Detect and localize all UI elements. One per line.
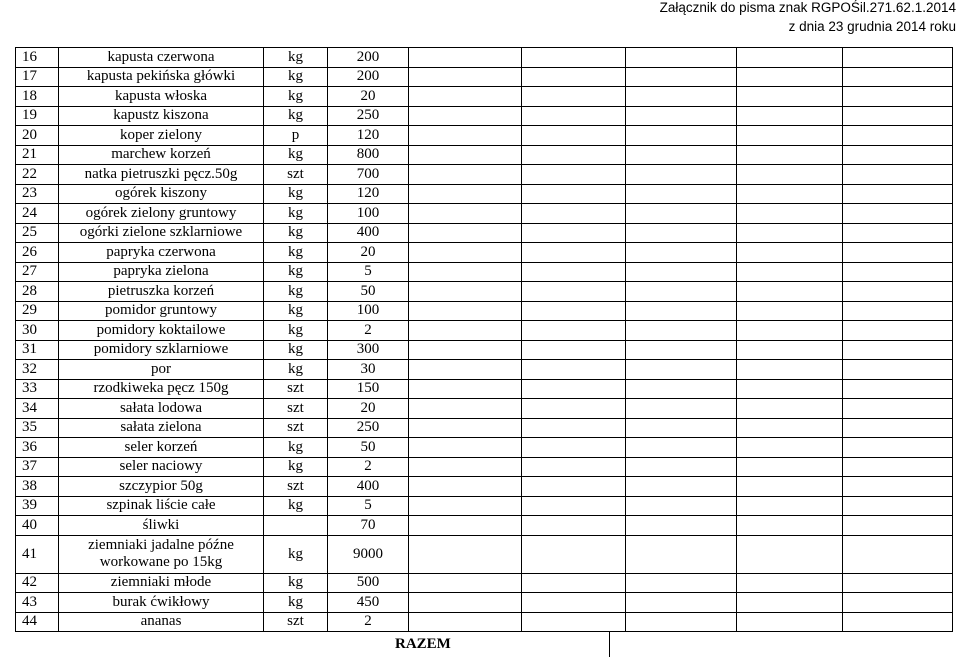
table-row	[16, 282, 953, 302]
unit-cell: kg	[264, 496, 328, 516]
unit-cell: kg	[264, 87, 328, 107]
empty-cell	[843, 379, 953, 399]
product-name: szpinak liście całe	[59, 496, 264, 516]
unit-cell: kg	[264, 301, 328, 321]
unit-cell: kg	[264, 282, 328, 302]
row-number: 35	[16, 418, 59, 438]
empty-cell	[737, 321, 843, 341]
empty-cell	[843, 48, 953, 68]
table-row	[16, 612, 953, 632]
empty-cell	[626, 360, 737, 380]
empty-cell	[737, 612, 843, 632]
empty-cell	[626, 496, 737, 516]
unit-cell: kg	[264, 184, 328, 204]
document-date: z dnia 23 grudnia 2014 roku	[788, 19, 956, 34]
empty-cell	[737, 535, 843, 573]
empty-cell	[843, 418, 953, 438]
row-number: 31	[16, 340, 59, 360]
row-number: 39	[16, 496, 59, 516]
empty-cell	[737, 360, 843, 380]
product-name: ananas	[59, 612, 264, 632]
empty-cell	[737, 593, 843, 613]
empty-cell	[737, 184, 843, 204]
total-cell-1	[505, 631, 610, 657]
empty-cell	[409, 262, 522, 282]
quantity-cell: 5	[328, 496, 409, 516]
empty-cell	[737, 243, 843, 263]
empty-cell	[737, 496, 843, 516]
product-name: pomidor gruntowy	[59, 301, 264, 321]
unit-cell: kg	[264, 457, 328, 477]
table-row	[16, 496, 953, 516]
table-row	[16, 535, 953, 573]
product-name: ogórek kiszony	[59, 184, 264, 204]
empty-cell	[409, 438, 522, 458]
empty-cell	[626, 399, 737, 419]
row-number: 27	[16, 262, 59, 282]
empty-cell	[843, 593, 953, 613]
table-row	[16, 106, 953, 126]
empty-cell	[626, 48, 737, 68]
empty-cell	[522, 165, 626, 185]
table-row	[16, 204, 953, 224]
empty-cell	[409, 67, 522, 87]
empty-cell	[522, 438, 626, 458]
product-name: szczypior 50g	[59, 477, 264, 497]
empty-cell	[409, 535, 522, 573]
empty-cell	[843, 87, 953, 107]
empty-cell	[737, 516, 843, 536]
empty-cell	[522, 243, 626, 263]
empty-cell	[843, 535, 953, 573]
unit-cell: szt	[264, 612, 328, 632]
empty-cell	[737, 204, 843, 224]
empty-cell	[522, 477, 626, 497]
empty-cell	[626, 516, 737, 536]
empty-cell	[626, 477, 737, 497]
empty-cell	[522, 496, 626, 516]
unit-cell: szt	[264, 477, 328, 497]
empty-cell	[626, 301, 737, 321]
empty-cell	[737, 48, 843, 68]
total-label: RAZEM	[395, 636, 451, 652]
empty-cell	[843, 477, 953, 497]
empty-cell	[522, 516, 626, 536]
product-name: sałata zielona	[59, 418, 264, 438]
empty-cell	[409, 457, 522, 477]
unit-cell: kg	[264, 67, 328, 87]
empty-cell	[409, 243, 522, 263]
table-row	[16, 418, 953, 438]
unit-cell: kg	[264, 204, 328, 224]
empty-cell	[626, 573, 737, 593]
table-row	[16, 593, 953, 613]
empty-cell	[522, 399, 626, 419]
empty-cell	[522, 573, 626, 593]
empty-cell	[522, 67, 626, 87]
empty-cell	[409, 106, 522, 126]
row-number: 28	[16, 282, 59, 302]
product-name: burak ćwikłowy	[59, 593, 264, 613]
quantity-cell: 250	[328, 106, 409, 126]
row-number: 22	[16, 165, 59, 185]
row-number: 18	[16, 87, 59, 107]
empty-cell	[409, 573, 522, 593]
quantity-cell: 2	[328, 321, 409, 341]
empty-cell	[409, 360, 522, 380]
row-number: 33	[16, 379, 59, 399]
empty-cell	[409, 184, 522, 204]
unit-cell: szt	[264, 379, 328, 399]
empty-cell	[843, 106, 953, 126]
quantity-cell: 50	[328, 438, 409, 458]
quantity-cell: 2	[328, 612, 409, 632]
quantity-cell: 120	[328, 126, 409, 146]
empty-cell	[626, 593, 737, 613]
table-row	[16, 379, 953, 399]
row-number: 21	[16, 145, 59, 165]
empty-cell	[843, 262, 953, 282]
quantity-cell: 100	[328, 301, 409, 321]
row-number: 19	[16, 106, 59, 126]
empty-cell	[522, 204, 626, 224]
empty-cell	[522, 321, 626, 341]
empty-cell	[843, 67, 953, 87]
table-row	[16, 184, 953, 204]
unit-cell: kg	[264, 48, 328, 68]
quantity-cell: 120	[328, 184, 409, 204]
quantity-cell: 200	[328, 67, 409, 87]
quantity-cell: 5	[328, 262, 409, 282]
empty-cell	[522, 418, 626, 438]
table-row	[16, 223, 953, 243]
empty-cell	[522, 282, 626, 302]
row-number: 24	[16, 204, 59, 224]
unit-cell: kg	[264, 223, 328, 243]
row-number: 23	[16, 184, 59, 204]
empty-cell	[843, 126, 953, 146]
unit-cell: kg	[264, 243, 328, 263]
product-name: sałata lodowa	[59, 399, 264, 419]
empty-cell	[737, 145, 843, 165]
empty-cell	[409, 145, 522, 165]
empty-cell	[522, 106, 626, 126]
product-name: pomidory szklarniowe	[59, 340, 264, 360]
empty-cell	[626, 612, 737, 632]
empty-cell	[626, 282, 737, 302]
empty-cell	[737, 379, 843, 399]
product-name: por	[59, 360, 264, 380]
empty-cell	[843, 204, 953, 224]
row-number: 40	[16, 516, 59, 536]
quantity-cell: 9000	[328, 535, 409, 573]
unit-cell: kg	[264, 321, 328, 341]
quantity-cell: 400	[328, 477, 409, 497]
empty-cell	[737, 573, 843, 593]
unit-cell: szt	[264, 399, 328, 419]
empty-cell	[626, 67, 737, 87]
row-number: 30	[16, 321, 59, 341]
empty-cell	[522, 593, 626, 613]
empty-cell	[843, 145, 953, 165]
row-number: 38	[16, 477, 59, 497]
empty-cell	[409, 612, 522, 632]
empty-cell	[737, 67, 843, 87]
empty-cell	[843, 496, 953, 516]
empty-cell	[626, 243, 737, 263]
row-number: 25	[16, 223, 59, 243]
empty-cell	[626, 145, 737, 165]
empty-cell	[626, 340, 737, 360]
row-number: 26	[16, 243, 59, 263]
table-row	[16, 243, 953, 263]
row-number: 20	[16, 126, 59, 146]
empty-cell	[626, 379, 737, 399]
unit-cell: kg	[264, 106, 328, 126]
empty-cell	[522, 184, 626, 204]
quantity-cell: 30	[328, 360, 409, 380]
product-name: kapustz kiszona	[59, 106, 264, 126]
product-name: ogórek zielony gruntowy	[59, 204, 264, 224]
empty-cell	[409, 87, 522, 107]
empty-cell	[409, 418, 522, 438]
product-name: papryka czerwona	[59, 243, 264, 263]
empty-cell	[737, 106, 843, 126]
quantity-cell: 70	[328, 516, 409, 536]
empty-cell	[409, 301, 522, 321]
table-row	[16, 516, 953, 536]
empty-cell	[409, 593, 522, 613]
product-name: seler naciowy	[59, 457, 264, 477]
empty-cell	[737, 223, 843, 243]
table-row	[16, 438, 953, 458]
quantity-cell: 700	[328, 165, 409, 185]
product-name: natka pietruszki pęcz.50g	[59, 165, 264, 185]
empty-cell	[626, 87, 737, 107]
row-number: 37	[16, 457, 59, 477]
empty-cell	[843, 184, 953, 204]
empty-cell	[522, 126, 626, 146]
empty-cell	[409, 379, 522, 399]
empty-cell	[843, 165, 953, 185]
table-row	[16, 165, 953, 185]
product-name: ziemniaki jadalne późne workowane po 15kg	[59, 535, 264, 573]
unit-cell: kg	[264, 145, 328, 165]
unit-cell: kg	[264, 340, 328, 360]
quantity-cell: 20	[328, 399, 409, 419]
quantity-cell: 100	[328, 204, 409, 224]
empty-cell	[626, 321, 737, 341]
empty-cell	[409, 477, 522, 497]
empty-cell	[737, 418, 843, 438]
product-name: ogórki zielone szklarniowe	[59, 223, 264, 243]
table-row	[16, 126, 953, 146]
table-row	[16, 262, 953, 282]
empty-cell	[409, 516, 522, 536]
product-name: śliwki	[59, 516, 264, 536]
empty-cell	[522, 379, 626, 399]
empty-cell	[737, 87, 843, 107]
empty-cell	[409, 340, 522, 360]
unit-cell: szt	[264, 165, 328, 185]
empty-cell	[843, 301, 953, 321]
document-reference: Załącznik do pisma znak RGPOŚil.271.62.1.2014	[659, 0, 956, 15]
empty-cell	[626, 126, 737, 146]
empty-cell	[522, 301, 626, 321]
empty-cell	[409, 204, 522, 224]
empty-cell	[843, 399, 953, 419]
empty-cell	[737, 282, 843, 302]
empty-cell	[409, 282, 522, 302]
table-row	[16, 321, 953, 341]
empty-cell	[409, 165, 522, 185]
table-row	[16, 340, 953, 360]
unit-cell: kg	[264, 360, 328, 380]
product-name: seler korzeń	[59, 438, 264, 458]
empty-cell	[737, 438, 843, 458]
quantity-cell: 400	[328, 223, 409, 243]
empty-cell	[626, 457, 737, 477]
table-row	[16, 399, 953, 419]
product-name: papryka zielona	[59, 262, 264, 282]
table-row	[16, 145, 953, 165]
empty-cell	[626, 223, 737, 243]
empty-cell	[522, 612, 626, 632]
empty-cell	[843, 457, 953, 477]
empty-cell	[626, 184, 737, 204]
quantity-cell: 50	[328, 282, 409, 302]
empty-cell	[522, 457, 626, 477]
row-number: 36	[16, 438, 59, 458]
product-name: marchew korzeń	[59, 145, 264, 165]
empty-cell	[626, 438, 737, 458]
empty-cell	[522, 340, 626, 360]
quantity-cell: 450	[328, 593, 409, 613]
table-row	[16, 573, 953, 593]
unit-cell: kg	[264, 593, 328, 613]
quantity-cell: 300	[328, 340, 409, 360]
product-name: pomidory koktailowe	[59, 321, 264, 341]
product-name: koper zielony	[59, 126, 264, 146]
empty-cell	[737, 457, 843, 477]
empty-cell	[737, 340, 843, 360]
empty-cell	[843, 282, 953, 302]
empty-cell	[626, 106, 737, 126]
row-number: 34	[16, 399, 59, 419]
empty-cell	[522, 145, 626, 165]
quantity-cell: 250	[328, 418, 409, 438]
product-name: kapusta pekińska główki	[59, 67, 264, 87]
empty-cell	[626, 535, 737, 573]
unit-cell: szt	[264, 418, 328, 438]
empty-cell	[626, 165, 737, 185]
empty-cell	[737, 126, 843, 146]
table-row	[16, 477, 953, 497]
empty-cell	[843, 573, 953, 593]
empty-cell	[409, 48, 522, 68]
table-row	[16, 48, 953, 68]
unit-cell: kg	[264, 262, 328, 282]
empty-cell	[843, 438, 953, 458]
row-number: 42	[16, 573, 59, 593]
unit-cell	[264, 516, 328, 536]
product-name: kapusta czerwona	[59, 48, 264, 68]
product-name: pietruszka korzeń	[59, 282, 264, 302]
empty-cell	[843, 360, 953, 380]
empty-cell	[626, 204, 737, 224]
empty-cell	[737, 301, 843, 321]
row-number: 32	[16, 360, 59, 380]
row-number: 44	[16, 612, 59, 632]
empty-cell	[626, 262, 737, 282]
empty-cell	[843, 243, 953, 263]
empty-cell	[522, 262, 626, 282]
empty-cell	[522, 48, 626, 68]
empty-cell	[409, 496, 522, 516]
unit-cell: kg	[264, 438, 328, 458]
empty-cell	[409, 126, 522, 146]
empty-cell	[409, 223, 522, 243]
table-row	[16, 87, 953, 107]
table-row	[16, 457, 953, 477]
empty-cell	[843, 340, 953, 360]
empty-cell	[626, 418, 737, 438]
quantity-cell: 200	[328, 48, 409, 68]
unit-cell: kg	[264, 573, 328, 593]
table-row	[16, 360, 953, 380]
empty-cell	[737, 477, 843, 497]
empty-cell	[522, 87, 626, 107]
order-table	[15, 47, 953, 632]
unit-cell: p	[264, 126, 328, 146]
empty-cell	[843, 321, 953, 341]
row-number: 41	[16, 535, 59, 573]
quantity-cell: 20	[328, 87, 409, 107]
empty-cell	[409, 321, 522, 341]
row-number: 43	[16, 593, 59, 613]
row-number: 17	[16, 67, 59, 87]
empty-cell	[843, 223, 953, 243]
empty-cell	[522, 535, 626, 573]
empty-cell	[737, 262, 843, 282]
table-row	[16, 67, 953, 87]
quantity-cell: 800	[328, 145, 409, 165]
empty-cell	[843, 612, 953, 632]
row-number: 16	[16, 48, 59, 68]
empty-cell	[522, 360, 626, 380]
unit-cell: kg	[264, 535, 328, 573]
product-name: kapusta włoska	[59, 87, 264, 107]
empty-cell	[843, 516, 953, 536]
row-number: 29	[16, 301, 59, 321]
quantity-cell: 500	[328, 573, 409, 593]
quantity-cell: 150	[328, 379, 409, 399]
empty-cell	[522, 223, 626, 243]
quantity-cell: 20	[328, 243, 409, 263]
empty-cell	[409, 399, 522, 419]
table-row	[16, 301, 953, 321]
product-name: rzodkiweka pęcz 150g	[59, 379, 264, 399]
product-name: ziemniaki młode	[59, 573, 264, 593]
quantity-cell: 2	[328, 457, 409, 477]
empty-cell	[737, 399, 843, 419]
empty-cell	[737, 165, 843, 185]
